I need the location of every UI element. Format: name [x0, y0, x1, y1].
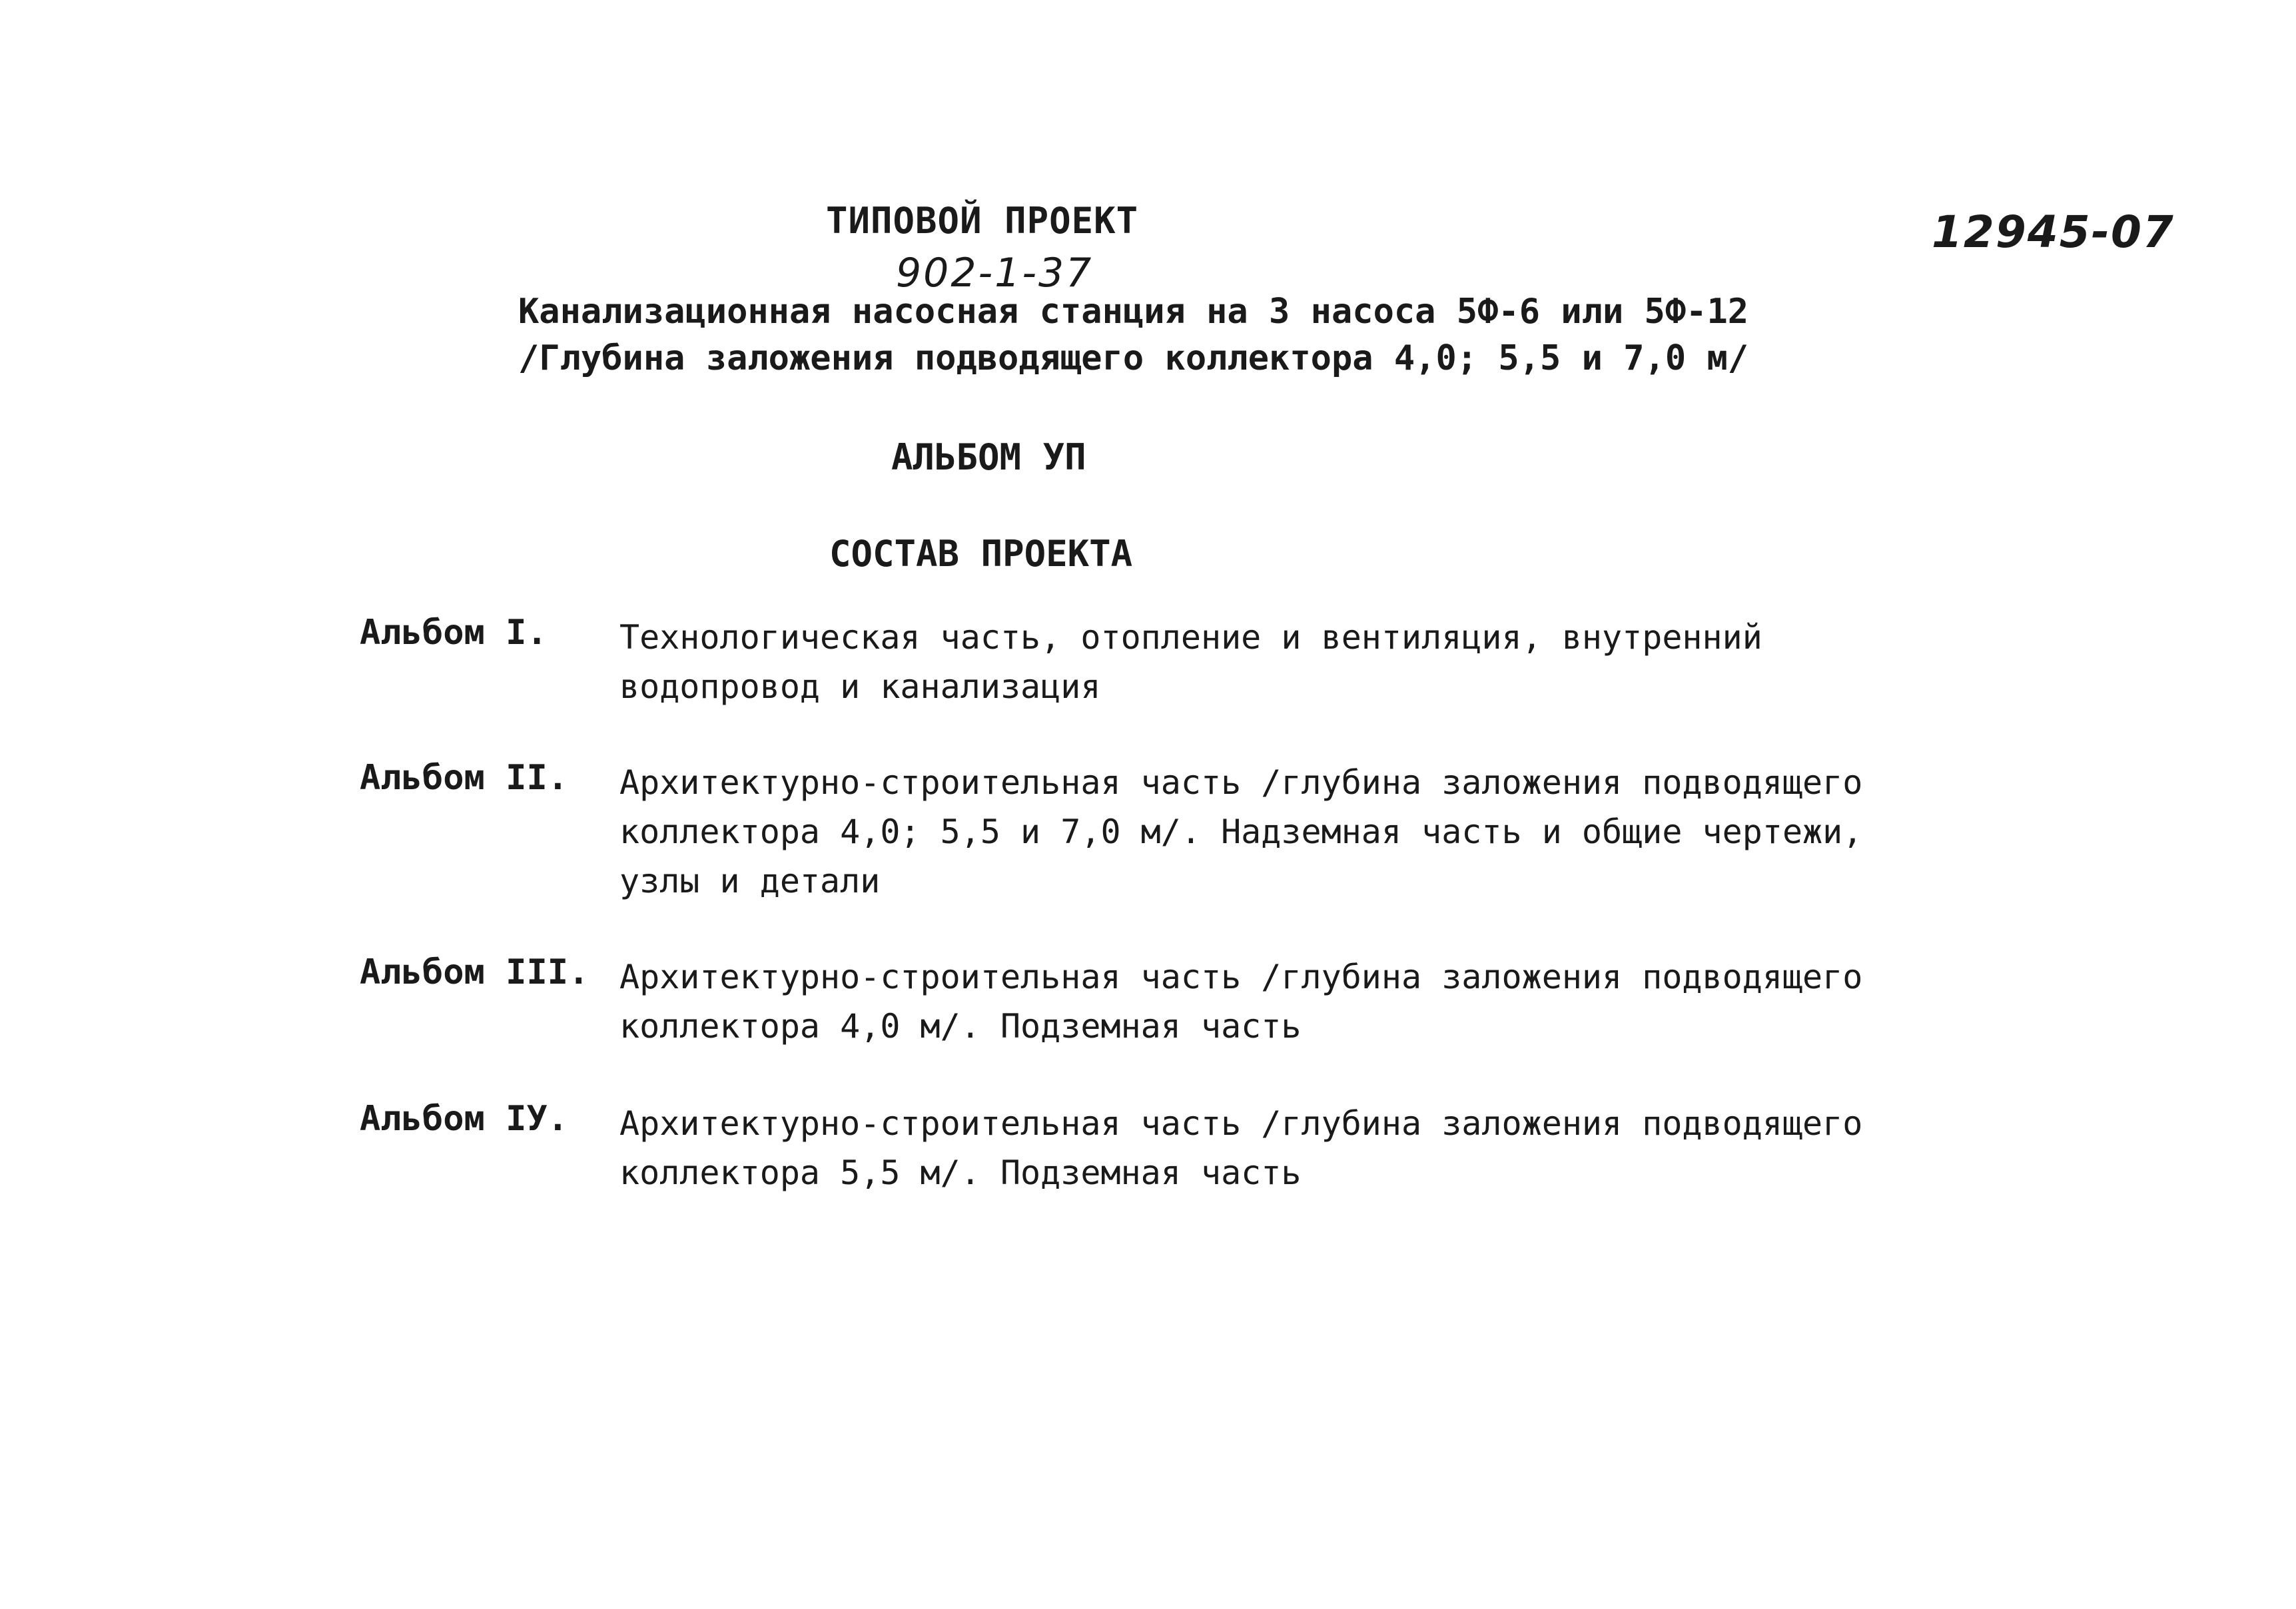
- album-entry-label: Альбом I.: [360, 613, 548, 653]
- album-entry-description: [619, 758, 1885, 906]
- description-line: Архитектурно-строительная часть /глубина заложения подводящего: [619, 958, 1863, 996]
- description-line: Архитектурно-строительная часть /глубина заложения подводящего: [619, 763, 1863, 802]
- description-line: водопровод и канализация: [619, 667, 1101, 706]
- description-line: узлы и детали: [619, 862, 881, 900]
- stamp-number: 12945-07: [1932, 206, 2175, 258]
- section-heading: СОСТАВ ПРОЕКТА: [829, 533, 1133, 575]
- album-entry-label: Альбом IУ.: [360, 1099, 569, 1139]
- album-entry-description: [619, 613, 1885, 711]
- album-entry-label: Альбом II.: [360, 758, 569, 798]
- album-entry-label: Альбом III.: [360, 952, 589, 992]
- description-line: Технологическая часть, отопление и вентиляция, внутренний: [619, 618, 1762, 657]
- album-entry-description: [619, 952, 1885, 1051]
- subtitle-line-1: Канализационная насосная станция на 3 насоса 5Ф-6 или 5Ф-12: [518, 292, 1749, 332]
- project-code: 902-1-37: [896, 250, 1094, 296]
- document-title: ТИПОВОЙ ПРОЕКТ: [826, 200, 1139, 242]
- description-line: коллектора 5,5 м/. Подземная часть: [619, 1153, 1302, 1192]
- album-heading: АЛЬБОМ УП: [891, 436, 1086, 478]
- album-entry-description: [619, 1099, 1885, 1197]
- description-line: коллектора 4,0; 5,5 и 7,0 м/. Надземная часть и общие чертежи,: [619, 812, 1863, 851]
- description-line: коллектора 4,0 м/. Подземная часть: [619, 1007, 1302, 1046]
- description-line: Архитектурно-строительная часть /глубина заложения подводящего: [619, 1104, 1863, 1143]
- subtitle-line-2: /Глубина заложения подводящего коллектора 4,0; 5,5 и 7,0 м/: [518, 338, 1749, 378]
